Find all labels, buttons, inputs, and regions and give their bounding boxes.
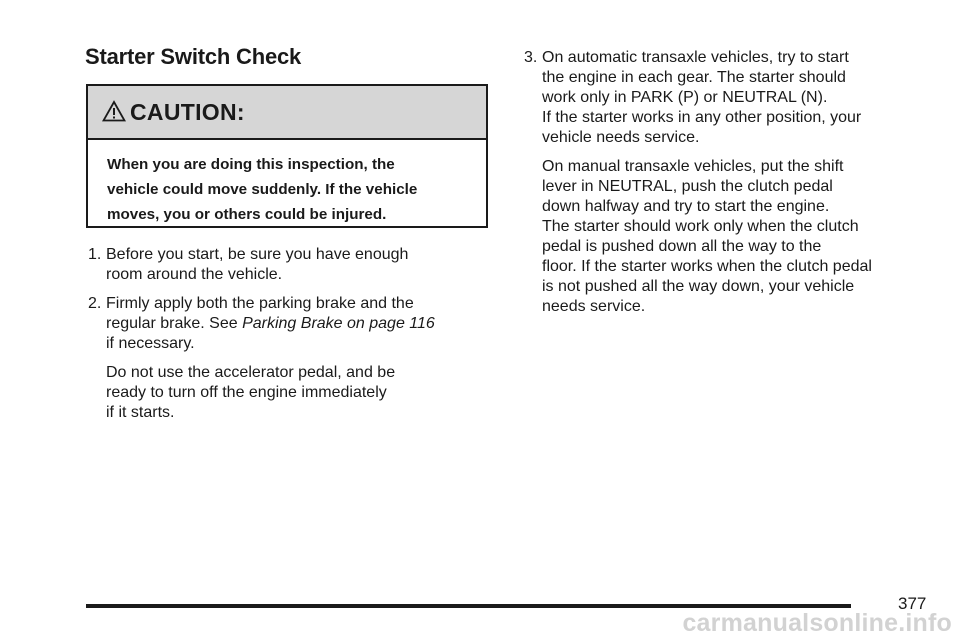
step-text: regular brake. See <box>106 315 243 332</box>
step-3 <box>524 48 944 148</box>
note-line: Do not use the accelerator pedal, and be <box>106 364 396 381</box>
note-line: On manual transaxle vehicles, put the shift <box>542 158 844 175</box>
caution-line: vehicle could move suddenly. If the vehicle <box>107 181 418 198</box>
step-text: work only in PARK (P) or NEUTRAL (N). <box>542 89 828 106</box>
left-column <box>88 245 488 423</box>
caution-label: CAUTION: <box>130 99 245 125</box>
note-line: pedal is pushed down all the way to the <box>542 238 822 255</box>
right-column <box>524 48 944 317</box>
watermark: carmanualsonline.info <box>682 609 952 637</box>
note-line: lever in NEUTRAL, push the clutch pedal <box>542 178 833 195</box>
caution-text <box>88 140 486 227</box>
parking-brake-link[interactable]: Parking Brake on page 116 <box>242 315 435 332</box>
note-line: is not pushed all the way down, your vehicle <box>542 278 855 295</box>
note-line: if it starts. <box>106 404 175 421</box>
note-line: The starter should work only when the clutch <box>542 218 859 235</box>
page-number: 377 <box>898 594 927 613</box>
step-number: 1. <box>88 246 102 263</box>
caution-box <box>86 84 488 228</box>
caution-line: When you are doing this inspection, the <box>107 156 395 173</box>
step-text: Firmly apply both the parking brake and the <box>106 295 414 312</box>
step-text: room around the vehicle. <box>106 266 283 283</box>
manual-transaxle-note <box>524 157 944 317</box>
step-text: the engine in each gear. The starter should <box>542 69 846 86</box>
footer-rule <box>86 604 851 608</box>
step-text: If the starter works in any other position, your <box>542 109 862 126</box>
note-line: floor. If the starter works when the clutch pedal <box>542 258 872 275</box>
note-line: ready to turn off the engine immediately <box>106 384 387 401</box>
step-number: 3. <box>524 49 538 66</box>
step-text: Before you start, be sure you have enough <box>106 246 409 263</box>
page-title: Starter Switch Check <box>85 44 302 69</box>
step-text: if necessary. <box>106 335 195 352</box>
note-line: down halfway and try to start the engine. <box>542 198 830 215</box>
step-number: 2. <box>88 295 102 312</box>
caution-line: moves, you or others could be injured. <box>107 206 387 223</box>
caution-header <box>88 86 486 140</box>
step-text: vehicle needs service. <box>542 129 700 146</box>
step-1 <box>88 245 488 285</box>
step-2 <box>88 294 488 354</box>
warning-icon <box>102 100 126 122</box>
step-text: On automatic transaxle vehicles, try to start <box>542 49 849 66</box>
note-line: needs service. <box>542 298 646 315</box>
step-2-note <box>88 363 488 423</box>
